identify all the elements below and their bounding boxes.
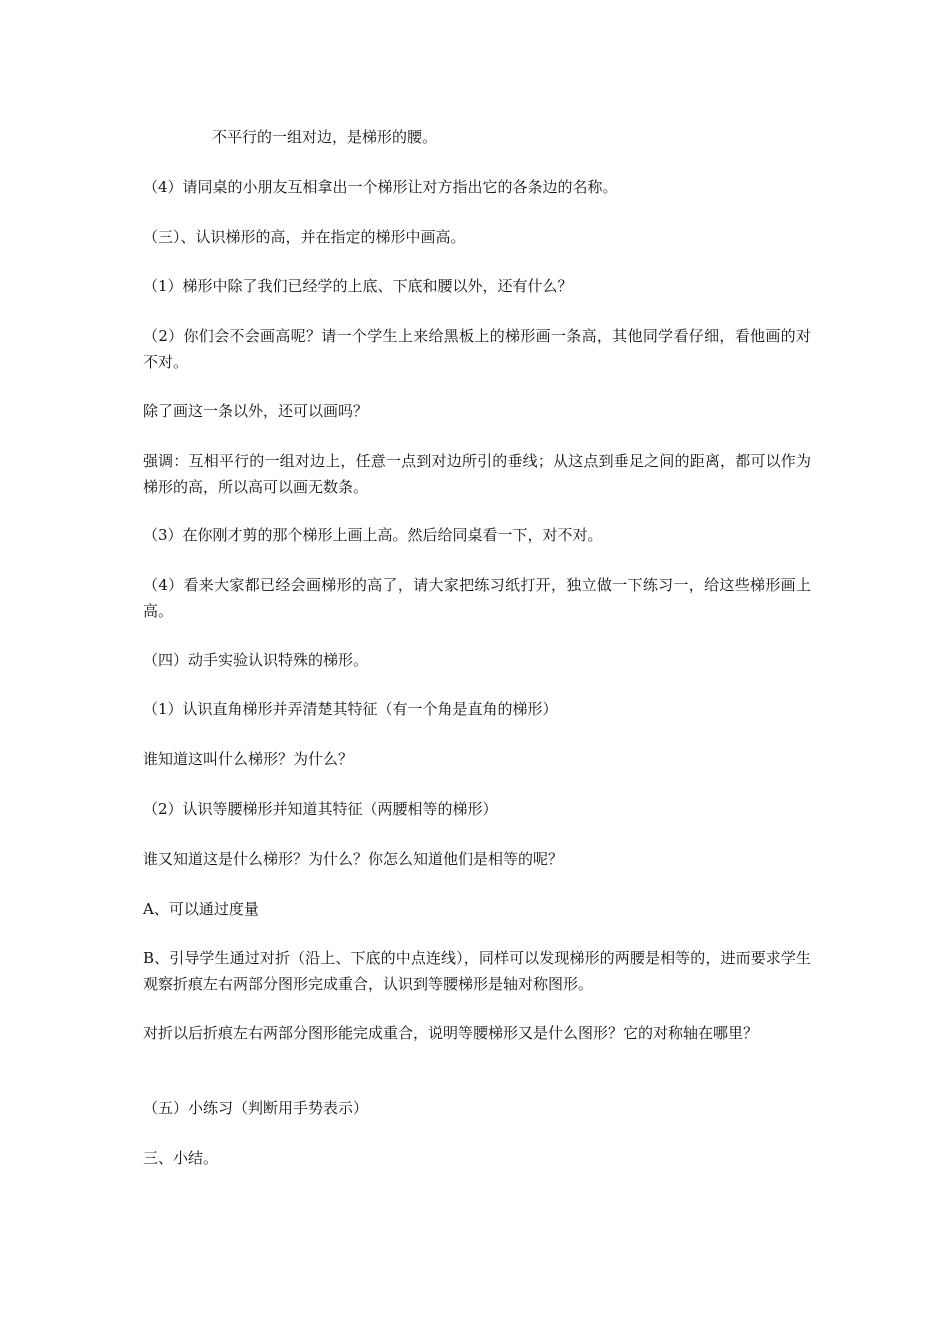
paragraph-16: B、引导学生通过对折（沿上、下底的中点连线），同样可以发现梯形的两腰是相等的，进而要求学生观察折痕左右两部分图形完成重合，认识到等腰梯形是轴对称图形。 <box>143 949 811 993</box>
paragraph-4: （1）梯形中除了我们已经学的上底、下底和腰以外，还有什么？ <box>143 277 573 295</box>
paragraph-9: （4）看来大家都已经会画梯形的高了，请大家把练习纸打开，独立做一下练习一，给这些梯形画上高。 <box>143 576 811 620</box>
paragraph-10: （四）动手实验认识特殊的梯形。 <box>143 651 369 669</box>
paragraph-7: 强调：互相平行的一组对边上，任意一点到对边所引的垂线；从这点到垂足之间的距离，都可以作为梯形的高，所以高可以画无数条。 <box>143 452 811 496</box>
paragraph-13: （2）认识等腰梯形并知道其特征（两腰相等的梯形） <box>143 800 498 818</box>
paragraph-14: 谁又知道这是什么梯形？为什么？你怎么知道他们是相等的呢？ <box>143 850 564 868</box>
paragraph-3: （三）、认识梯形的高，并在指定的梯形中画高。 <box>143 228 466 246</box>
paragraph-18: （五）小练习（判断用手势表示） <box>143 1099 369 1117</box>
paragraph-17: 对折以后折痕左右两部分图形能完成重合，说明等腰梯形又是什么图形？它的对称轴在哪里？ <box>143 1024 759 1042</box>
paragraph-8: （3）在你刚才剪的那个梯形上画上高。然后给同桌看一下，对不对。 <box>143 526 603 544</box>
paragraph-5: （2）你们会不会画高呢？请一个学生上来给黑板上的梯形画一条高，其他同学看仔细，看他画的对不对。 <box>143 327 811 371</box>
paragraph-19: 三、小结。 <box>143 1149 219 1167</box>
paragraph-12: 谁知道这叫什么梯形？为什么？ <box>143 750 354 768</box>
paragraph-6: 除了画这一条以外，还可以画吗？ <box>143 402 369 420</box>
paragraph-1: 不平行的一组对边，是梯形的腰。 <box>212 128 438 146</box>
paragraph-11: （1）认识直角梯形并弄清楚其特征（有一个角是直角的梯形） <box>143 700 558 718</box>
paragraph-2: （4）请同桌的小朋友互相拿出一个梯形让对方指出它的各条边的名称。 <box>143 178 618 196</box>
paragraph-15: A、可以通过度量 <box>143 900 259 918</box>
